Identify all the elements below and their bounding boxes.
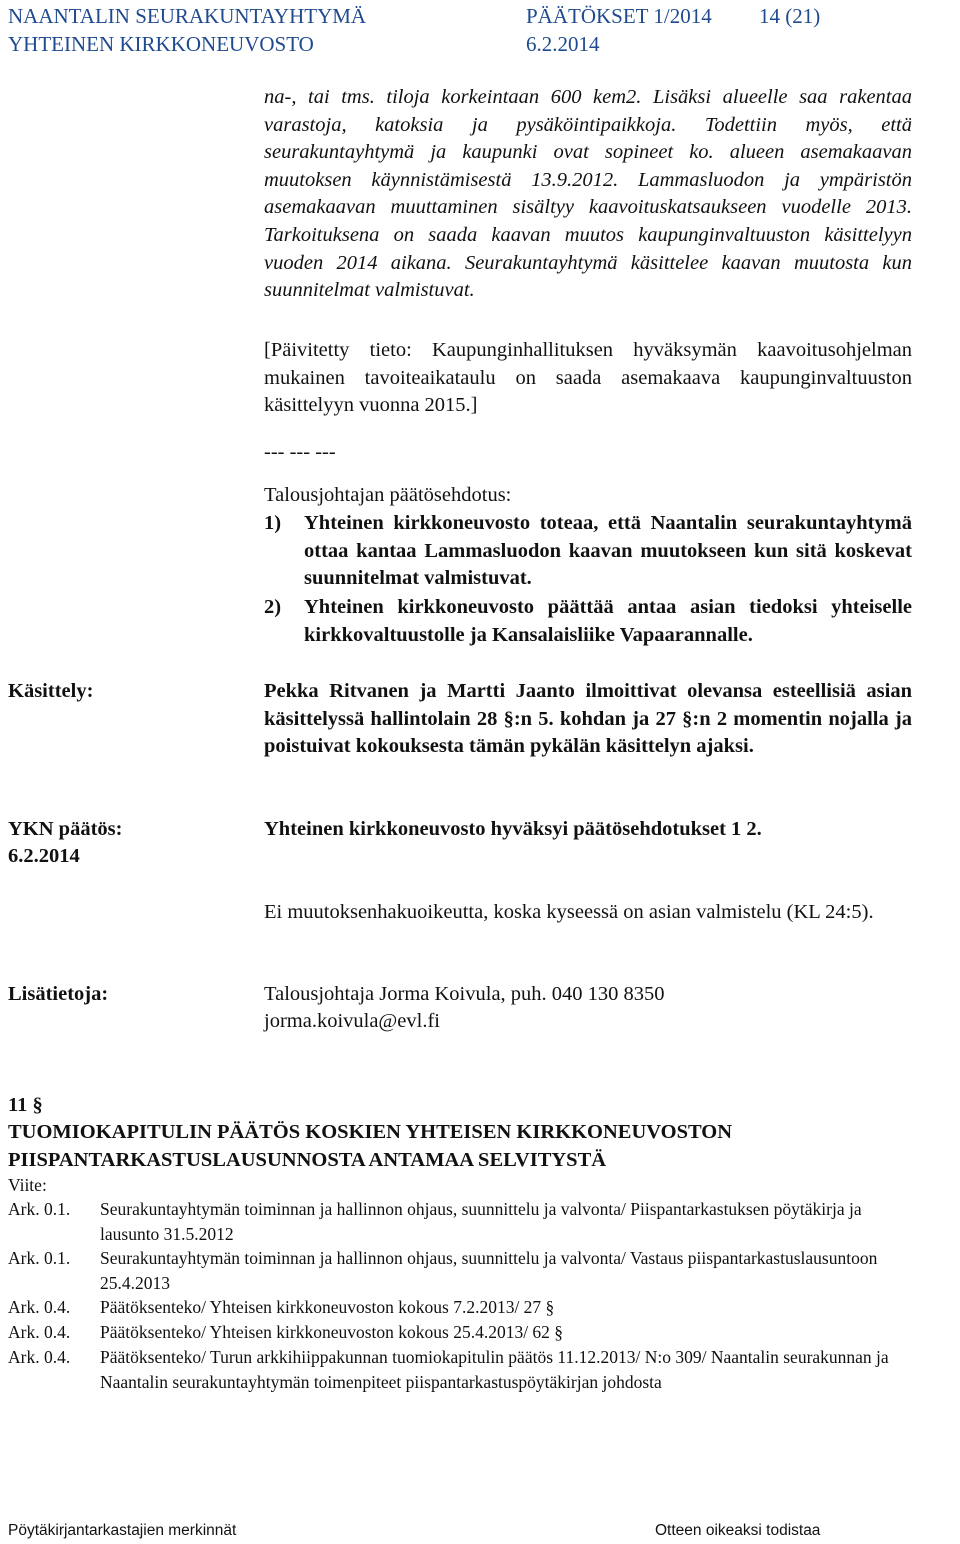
- reference-text: Päätöksenteko/ Yhteisen kirkkoneuvoston kokous 7.2.2013/ 27 §: [100, 1297, 555, 1317]
- section-title: TUOMIOKAPITULIN PÄÄTÖS KOSKIEN YHTEISEN KIRKKONEUVOSTON PIISPANTARKASTUSLAUSUNNOSTA ANTAMAA SELVITYSTÄ: [8, 1121, 733, 1171]
- reference-code: Ark. 0.1.: [8, 1199, 71, 1219]
- reference-code: Ark. 0.4.: [8, 1297, 71, 1317]
- proposal-item-1-number: 1): [264, 512, 282, 534]
- header-page-number: 14 (21): [759, 4, 821, 28]
- info-label: Lisätietoja:: [8, 983, 109, 1005]
- reference-text: Päätöksenteko/ Turun arkkihiippakunnan tuomiokapitulin päätös 11.12.2013/ N:o 309/ Naantalin seurakunnan ja Naantalin seurakuntayhtymän toimenpiteet piispantarkastuspöytäkirjan johdosta: [100, 1347, 889, 1392]
- section-number: 11 §: [8, 1094, 43, 1116]
- proposal-item-2-text: Yhteinen kirkkoneuvosto päättää antaa asian tiedoksi yhteiselle kirkkovaltuustolle ja Kansalaisliike Vapaarannalle.: [304, 596, 912, 646]
- reference-code: Ark. 0.4.: [8, 1322, 71, 1342]
- footer-reviewer-marks: Pöytäkirjantarkastajien merkinnät: [8, 1522, 237, 1539]
- reference-label: Viite:: [8, 1175, 47, 1195]
- reference-text: Seurakuntayhtymän toiminnan ja hallinnon ohjaus, suunnittelu ja valvonta/ Vastaus piispantarkastuslausuntoon 25.4.2013: [100, 1248, 878, 1293]
- proposal-item-2-number: 2): [264, 596, 282, 618]
- decision-label: YKN päätös:: [8, 818, 123, 840]
- info-contact: Talousjohtaja Jorma Koivula, puh. 040 130 8350: [264, 983, 665, 1005]
- decision-label-date: 6.2.2014: [8, 845, 80, 867]
- footer-certification: Otteen oikeaksi todistaa: [655, 1522, 821, 1539]
- header-body-name: YHTEINEN KIRKKONEUVOSTO: [8, 32, 314, 56]
- handling-text: Pekka Ritvanen ja Martti Jaanto ilmoittivat olevansa esteellisiä asian käsittelyssä hallintolain 28 §:n 5. kohdan ja 27 §:n 2 momentin nojalla ja poistuivat kokouksesta tämän pykälän käsittelyn ajaksi.: [264, 680, 912, 758]
- decision-appeal: Ei muutoksenhakuoikeutta, koska kyseessä on asian valmistelu (KL 24:5).: [264, 901, 874, 923]
- reference-code: Ark. 0.1.: [8, 1248, 71, 1268]
- reference-text: Päätöksenteko/ Yhteisen kirkkoneuvoston kokous 25.4.2013/ 62 §: [100, 1322, 564, 1342]
- intro-paragraph: na-, tai tms. tiloja korkeintaan 600 kem2. Lisäksi alueelle saa rakentaa varastoja, katoksia ja pysäköintipaikkoja. Todettiin myös, että seurakuntayhtymä ja kaupunki ovat sopineet ko. alueen asemakaavan muutoksen käynnistämisestä 13.9.2012. Lammasluodon ja ympäristön asemakaavan muuttaminen sisältyy kaavoituskatsaukseen vuodelle 2013. Tarkoituksena on saada kaavan muutos kaupunginvaltuuston käsittelyyn vuoden 2014 aikana. Seurakuntayhtymä käsittelee kaavan muutosta kun suunnitelmat valmistuvat.: [264, 86, 912, 302]
- reference-list: [0, 1197, 960, 1437]
- reference-code: Ark. 0.4.: [8, 1347, 71, 1367]
- proposal-heading: Talousjohtajan päätösehdotus:: [264, 484, 512, 506]
- info-email: jorma.koivula@evl.fi: [264, 1010, 441, 1032]
- handling-label: Käsittely:: [8, 680, 94, 702]
- separator: --- --- ---: [264, 441, 336, 463]
- decision-text: Yhteinen kirkkoneuvosto hyväksyi päätösehdotukset 1 2.: [264, 818, 762, 840]
- header-document-title: PÄÄTÖKSET 1/2014: [526, 4, 712, 28]
- header-date: 6.2.2014: [526, 32, 600, 56]
- reference-text: Seurakuntayhtymän toiminnan ja hallinnon ohjaus, suunnittelu ja valvonta/ Piispantarkastuksen pöytäkirja ja lausunto 31.5.2012: [100, 1199, 862, 1244]
- proposal-item-1-text: Yhteinen kirkkoneuvosto toteaa, että Naantalin seurakuntayhtymä ottaa kantaa Lammasluodon kaavan muutokseen kun sitä koskevat suunnitelmat valmistuvat.: [304, 512, 912, 590]
- header-organization: NAANTALIN SEURAKUNTAYHTYMÄ: [8, 4, 367, 28]
- update-paragraph: [Päivitetty tieto: Kaupunginhallituksen hyväksymän kaavoitusohjelman mukainen tavoiteaikataulu on saada asemakaava kaupunginvaltuuston käsittelyyn vuonna 2015.]: [264, 339, 912, 417]
